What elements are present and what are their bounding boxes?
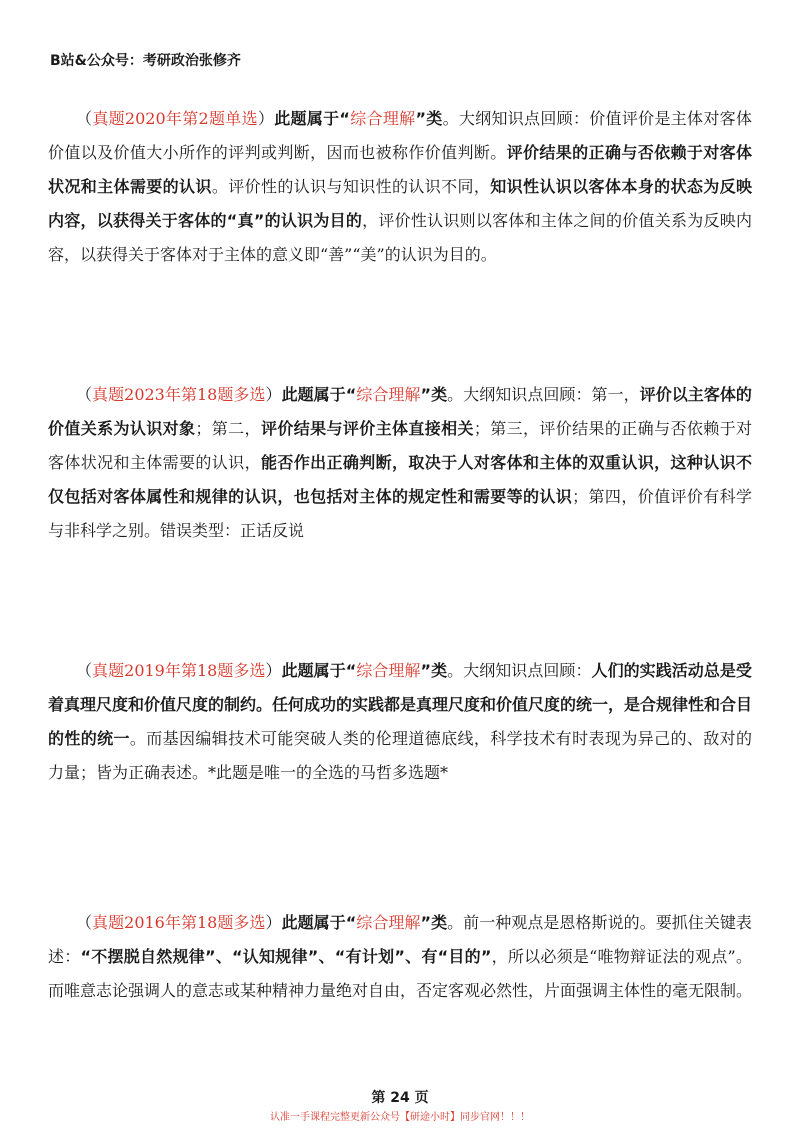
body-text: ）: [265, 661, 282, 680]
highlight-text: 真题2019年第18题多选: [92, 661, 266, 680]
paragraph-2020-q2: [48, 102, 752, 272]
body-text: 。大纲知识点回顾：价值评价是主体对客体价值以及价值大小所作的评判或判断，因而也被称作价值判断。: [48, 109, 752, 162]
page-header: B站&公众号：考研政治张修齐: [50, 53, 241, 69]
bold-text: 能否作出正确判断，取决于人对客体和主体的双重认识，这种认识不仅包括对客体属性和规律的认识，也包括对主体的规定性和需要等的认识: [48, 453, 752, 506]
paragraph-2016-q18: [48, 906, 752, 1008]
body-text: （: [76, 913, 93, 932]
page-number: 第 24 页: [371, 1090, 429, 1106]
bold-text: 评价结果与评价主体直接相关: [260, 419, 474, 438]
body-text: （: [76, 661, 93, 680]
body-text: ）: [257, 109, 275, 128]
highlight-text: 综合理解: [356, 385, 421, 404]
body-text: 。而基因编辑技术可能突破人类的伦理道德底线，科学技术有时表现为异己的、敌对的力量；皆为正确表述。*此题是唯一的全选的马哲多选题*: [48, 729, 752, 782]
body-text: ；第二，: [195, 419, 261, 438]
body-text: ）: [265, 385, 282, 404]
body-text: ；第四，价值评价有科学与非科学之别。错误类型：正话反说: [48, 487, 752, 540]
bold-text: 此题属于“: [281, 913, 357, 932]
body-text: ，评价性认识则以客体和主体之间的价值关系为反映内容，以获得关于客体对于主体的意义即“善”“美”的认识为目的。: [48, 211, 752, 264]
bold-text: 知识性认识以客体本身的状态为反映内容，以获得关于客体的“真”的认识为目的: [48, 177, 752, 230]
bold-text: 评价结果的正确与否依赖于对客体状况和主体需要的认识: [48, 143, 752, 196]
body-text: 。大纲知识点回顾：第一，: [447, 385, 640, 404]
bold-text: 此题属于“: [281, 385, 357, 404]
bold-text: ”类: [420, 913, 448, 932]
highlight-text: 综合理解: [349, 109, 416, 128]
body-text: ，所以必须是“唯物辩证法的观点”。而唯意志论强调人的意志或某种精神力量绝对自由，否定客观必然性，片面强调主体性的毫无限制。: [48, 947, 753, 1000]
bold-text: ”类: [420, 385, 448, 404]
bold-text: 评价以主客体的价值关系为认识对象: [48, 385, 752, 438]
paragraph-2019-q18: [48, 654, 752, 790]
paragraph-2023-q18: [48, 378, 752, 548]
body-text: 。前一种观点是恩格斯说的。要抓住关键表述：: [48, 913, 752, 966]
highlight-text: 真题2016年第18题多选: [92, 913, 266, 932]
highlight-text: 真题2020年第2题单选: [92, 109, 258, 128]
bold-text: 此题属于“: [274, 109, 350, 128]
body-text: ；第三，评价结果的正确与否依赖于对客体状况和主体需要的认识，: [48, 419, 752, 472]
bold-text: 此题属于“: [281, 661, 357, 680]
bold-text: 人们的实践活动总是受着真理尺度和价值尺度的制约。任何成功的实践都是真理尺度和价值尺度的统一，是合规律性和合目的性的统一: [48, 661, 753, 748]
body-text: （: [76, 109, 93, 128]
body-text: 。大纲知识点回顾：: [447, 661, 592, 680]
body-text: 。评价性的认识与知识性的认识不同，: [211, 177, 491, 196]
footer-notice: 认准一手课程完整更新公众号【研途小时】同步官网！！！: [270, 1112, 530, 1123]
body-text: ）: [265, 913, 282, 932]
body-text: （: [76, 385, 93, 404]
highlight-text: 综合理解: [356, 661, 421, 680]
bold-text: ”类: [420, 661, 448, 680]
bold-text: “不摆脱自然规律”、“认知规律”、“有计划”、有“目的”: [80, 947, 492, 966]
highlight-text: 综合理解: [356, 913, 421, 932]
bold-text: ”类: [415, 109, 443, 128]
highlight-text: 真题2023年第18题多选: [92, 385, 266, 404]
